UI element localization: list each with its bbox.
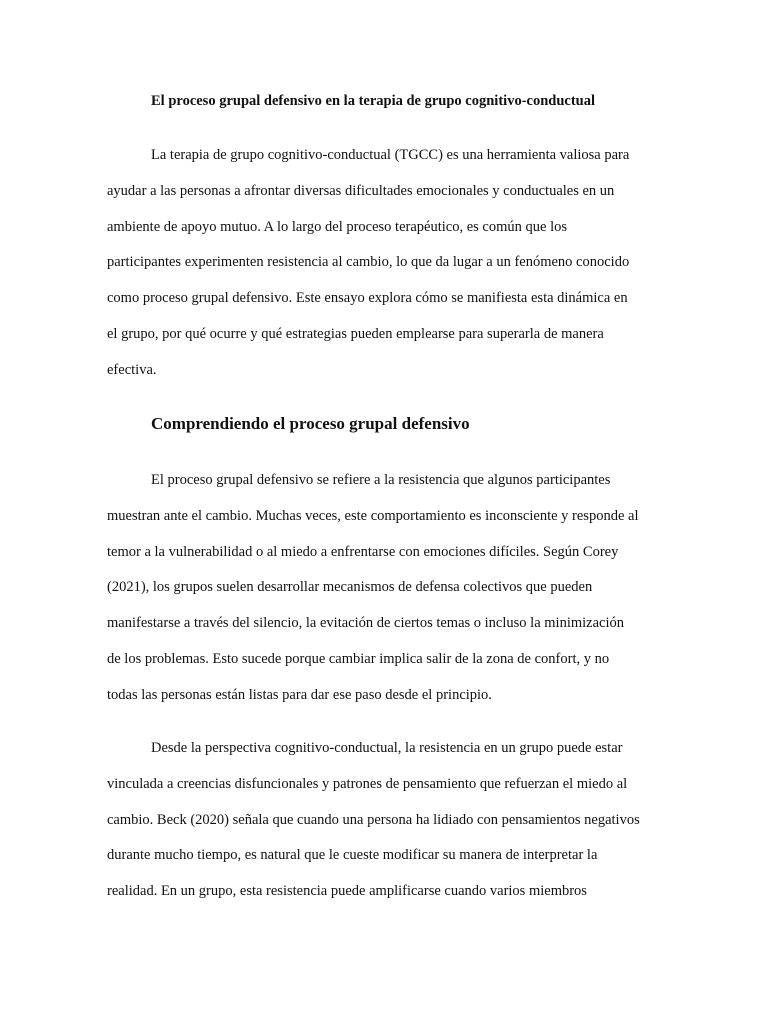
paragraph-line: vinculada a creencias disfuncionales y patrones de pensamiento que refuerzan el miedo al bbox=[107, 775, 628, 792]
paragraph-line: todas las personas están listas para dar ese paso desde el principio. bbox=[107, 686, 492, 703]
paragraph-line: ambiente de apoyo mutuo. A lo largo del proceso terapéutico, es común que los bbox=[107, 218, 567, 235]
paragraph-line: muestran ante el cambio. Muchas veces, este comportamiento es inconsciente y responde al bbox=[107, 507, 639, 524]
paragraph-line: como proceso grupal defensivo. Este ensayo explora cómo se manifiesta esta dinámica en bbox=[107, 290, 628, 307]
paragraph-line: temor a la vulnerabilidad o al miedo a enfrentarse con emociones difíciles. Según Corey bbox=[107, 543, 619, 560]
paragraph-line: participantes experimenten resistencia al cambio, lo que da lugar a un fenómeno conocido bbox=[107, 254, 630, 271]
paragraph-line: ayudar a las personas a afrontar diversas dificultades emocionales y conductuales en un bbox=[107, 182, 615, 199]
paragraph-line: manifestarse a través del silencio, la evitación de ciertos temas o incluso la minimización bbox=[107, 615, 624, 632]
paragraph-line: durante mucho tiempo, es natural que le cueste modificar su manera de interpretar la bbox=[107, 847, 598, 864]
paragraph-line: el grupo, por qué ocurre y qué estrategias pueden emplearse para superarla de manera bbox=[107, 325, 604, 342]
paragraph-line: efectiva. bbox=[107, 361, 157, 378]
paragraph-line: El proceso grupal defensivo se refiere a la resistencia que algunos participantes bbox=[151, 472, 611, 488]
intro-paragraph bbox=[107, 145, 667, 396]
paragraph-line: Desde la perspectiva cognitivo-conductual, la resistencia en un grupo puede estar bbox=[151, 740, 623, 756]
paragraph-line: (2021), los grupos suelen desarrollar mecanismos de defensa colectivos que pueden bbox=[107, 579, 593, 596]
document-title: El proceso grupal defensivo en la terapia de grupo cognitivo-conductual bbox=[151, 93, 596, 109]
section-paragraph-1 bbox=[107, 470, 667, 721]
section-heading: Comprendiendo el proceso grupal defensivo bbox=[151, 414, 470, 433]
paragraph-line: realidad. En un grupo, esta resistencia puede amplificarse cuando varios miembros bbox=[107, 883, 587, 900]
paragraph-line: de los problemas. Esto sucede porque cambiar implica salir de la zona de confort, y no bbox=[107, 650, 610, 667]
section-paragraph-2 bbox=[107, 738, 667, 917]
paragraph-line: La terapia de grupo cognitivo-conductual (TGCC) es una herramienta valiosa para bbox=[151, 147, 630, 163]
paragraph-line: cambio. Beck (2020) señala que cuando una persona ha lidiado con pensamientos negativos bbox=[107, 811, 640, 828]
